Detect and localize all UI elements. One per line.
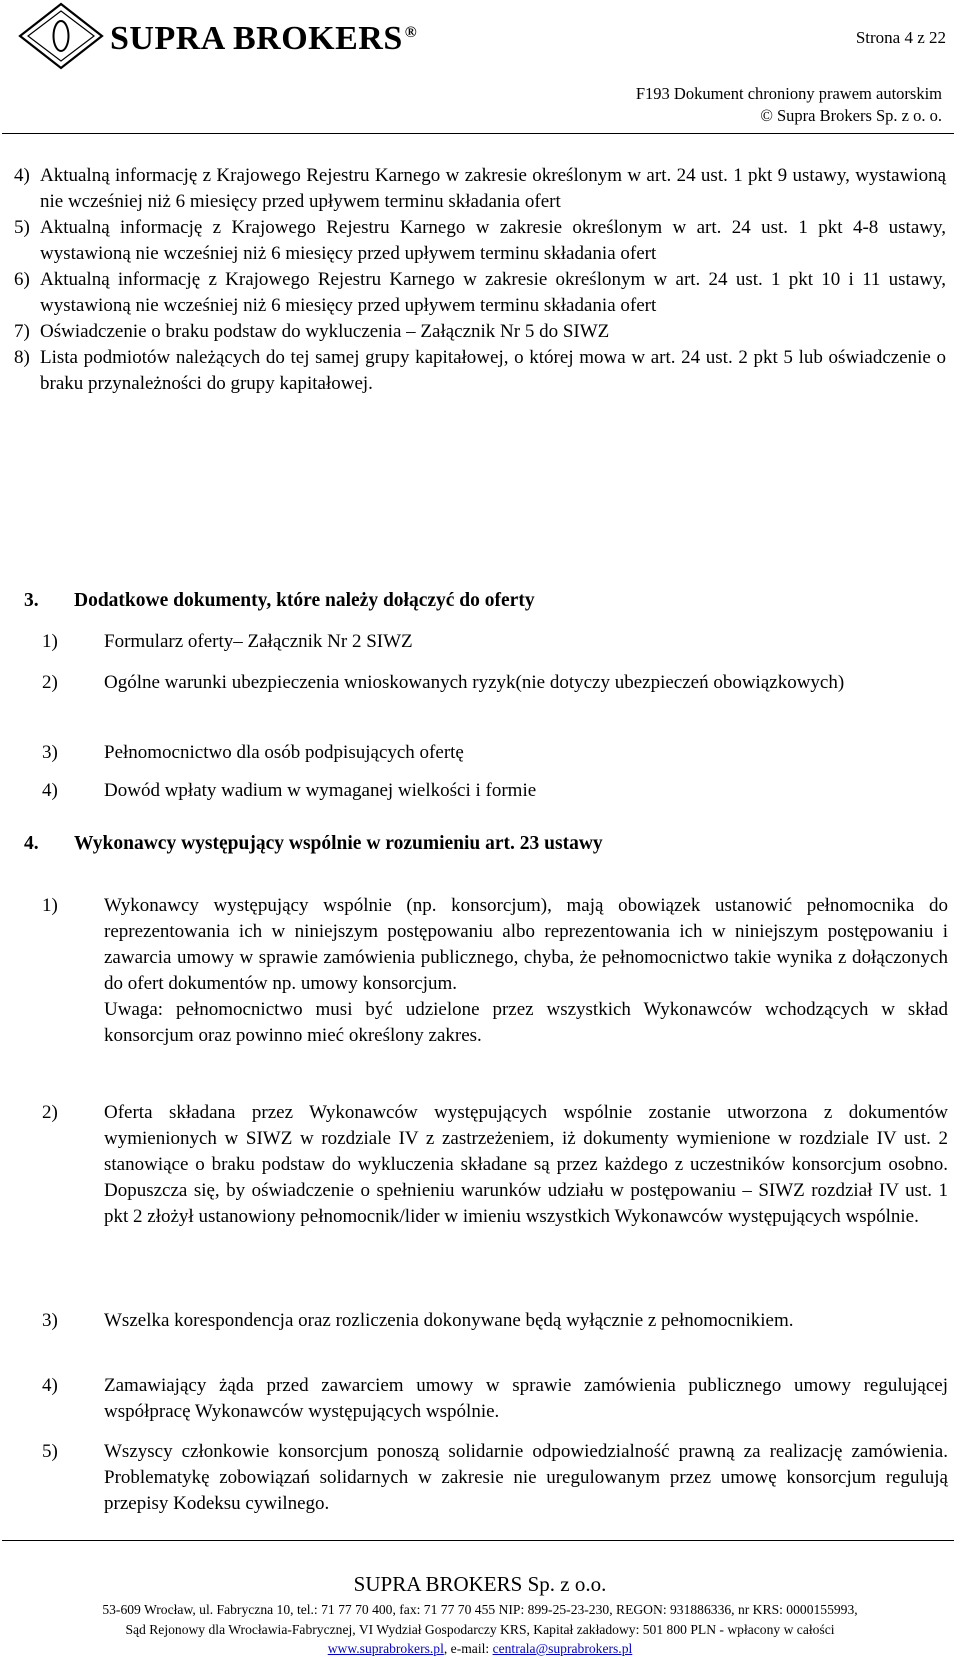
list-item: 1) Wykonawcy występujący wspólnie (np. konsorcjum), mają obowiązek ustanowić pełnomocnika do reprezentowania ich w niniejszym postępowaniu albo reprezentowania ich w niniejszym postępowaniu i zawarcia umowy w sprawie zamówienia publicznego, chyba, że pełnomocnictwo takie wynika z dołączonych do ofert dokumentów np. umowy konsorcjum. Uwaga: pełnomocnictwo musi być udzielone przez wszystkich Wykonawców wchodzących w skład konsorcjum oraz powinno mieć określony zakres. <box>42 895 948 1046</box>
list-item: 1) Formularz oferty– Załącznik Nr 2 SIWZ <box>42 631 413 652</box>
section-4-list <box>42 1373 948 1425</box>
list-item: 5) Aktualną informację z Krajowego Rejestru Karnego w zakresie określonym w art. 24 ust. 1 pkt 4-8 ustawy, wystawioną nie wcześniej niż 6 miesięcy przed upływem terminu składania ofert <box>14 217 946 264</box>
brand-name: SUPRA BROKERS ® <box>110 20 418 57</box>
registered-mark: ® <box>404 24 418 41</box>
list-item: 7) Oświadczenie o braku podstaw do wykluczenia – Załącznik Nr 5 do SIWZ <box>14 321 610 342</box>
email-link[interactable]: centrala@suprabrokers.pl <box>492 1641 633 1656</box>
website-link[interactable]: www.suprabrokers.pl <box>327 1641 444 1656</box>
copyright-owner: © Supra Brokers Sp. z o. o. <box>760 106 942 125</box>
section-3-list <box>42 629 948 655</box>
list-item: 4) Dowód wpłaty wadium w wymaganej wielkości i formie <box>42 780 537 801</box>
list-item: 6) Aktualną informację z Krajowego Rejestru Karnego w zakresie określonym w art. 24 ust. 1 pkt 10 i 11 ustawy, wystawioną nie wcześniej niż 6 miesięcy przed upływem terminu składania ofert <box>14 269 946 316</box>
list-item: 2) Oferta składana przez Wykonawców występujących wspólnie zostanie utworzona z dokumentów wymienionych w SIWZ w rozdziale IV z zastrzeżeniem, iż dokumenty wymienione w rozdziale IV ust. 2 stanowiące o braku podstaw do wykluczenia składane są przez każdego z uczestników konsorcjum osobno. Dopuszcza się, by oświadczenie o spełnieniu warunków udziału w postępowaniu – SIWZ rozdział IV ust. 1 pkt 2 złożył ustanowiony pełnomocnik/lider w imieniu wszystkich Wykonawców występujących wspólnie. <box>42 1102 948 1227</box>
footer-company: SUPRA BROKERS Sp. z o.o. <box>353 1572 607 1596</box>
section-4-heading: 4. Wykonawcy występujący wspólnie w rozumieniu art. 23 ustawy <box>24 833 603 854</box>
list-item: 4) Aktualną informację z Krajowego Rejestru Karnego w zakresie określonym w art. 24 ust. 1 pkt 9 ustawy, wystawioną nie wcześniej niż 6 miesięcy przed upływem terminu składania ofert <box>14 165 946 212</box>
list-item: 4) Zamawiający żąda przed zawarciem umowy w sprawie zamówienia publicznego umowy regulującej współpracę Wykonawców występujących wspólnie. <box>42 1375 948 1422</box>
footer-contact: www.suprabrokers.pl, e-mail: centrala@suprabrokers.pl <box>327 1641 633 1656</box>
list-item: 5) Wszyscy członkowie konsorcjum ponoszą solidarnie odpowiedzialność prawną za realizację zamówienia. Problematykę zobowiązań solidarnych w zakresie nie uregulowanym przez umowę konsorcjum regulują przepisy Kodeksu cywilnego. <box>42 1441 948 1514</box>
section-4-list <box>42 1308 948 1334</box>
list-item: 2) Ogólne warunki ubezpieczenia wnioskowanych ryzyk(nie dotyczy ubezpieczeń obowiązkowych) <box>42 672 845 693</box>
copyright-notice: F193 Dokument chroniony prawem autorskim <box>635 84 942 103</box>
section-3-list <box>42 740 948 766</box>
required-documents-list <box>14 163 946 397</box>
page-number: Strona 4 z 22 <box>855 28 946 47</box>
list-item: 3) Pełnomocnictwo dla osób podpisujących ofertę <box>42 742 464 763</box>
header-divider <box>2 133 954 134</box>
section-3-list <box>42 670 948 696</box>
footer-divider <box>2 1540 954 1541</box>
list-item: 3) Wszelka korespondencja oraz rozliczenia dokonywane będą wyłącznie z pełnomocnikiem. <box>42 1310 794 1331</box>
section-3-heading: 3. Dodatkowe dokumenty, które należy dołączyć do oferty <box>24 590 535 611</box>
supra-brokers-logo <box>16 2 106 70</box>
section-4-list <box>42 1439 948 1517</box>
section-4-list <box>42 1100 948 1230</box>
footer-registration: Sąd Rejonowy dla Wrocławia-Fabrycznej, VI Wydział Gospodarczy KRS, Kapitał zakładowy: 501 800 PLN - wpłacony w całości <box>125 1622 835 1637</box>
section-3-list <box>42 778 948 804</box>
footer-address: 53-609 Wrocław, ul. Fabryczna 10, tel.: 71 77 70 400, fax: 71 77 70 455 NIP: 899-25-23-230, REGON: 931886336, nr KRS: 0000155993, <box>102 1602 858 1617</box>
note: Uwaga: pełnomocnictwo musi być udzielone przez wszystkich Wykonawców wchodzących w skład konsorcjum oraz powinno mieć określony zakres. <box>104 999 948 1046</box>
list-item: 8) Lista podmiotów należących do tej samej grupy kapitałowej, o której mowa w art. 24 ust. 2 pkt 5 lub oświadczenie o braku przynależności do grupy kapitałowej. <box>14 347 946 394</box>
section-4-list <box>42 893 948 1049</box>
